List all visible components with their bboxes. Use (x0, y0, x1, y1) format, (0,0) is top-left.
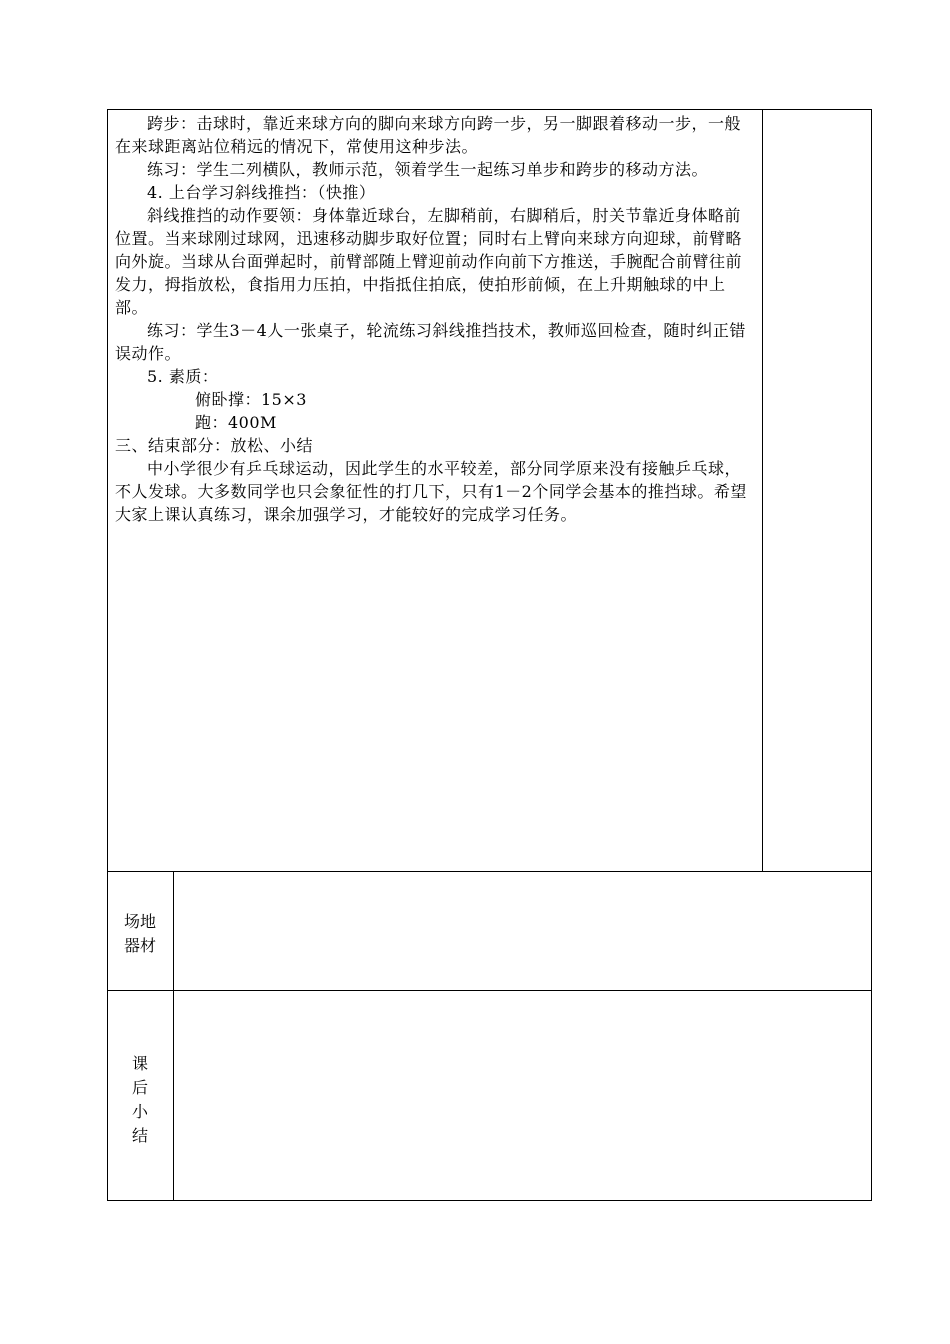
paragraph-stride-step: 跨步：击球时，靠近来球方向的脚向来球方向跨一步，另一脚跟着移动一步，一般在来球距离站位稍远的情况下，常使用这种步法。 (115, 114, 742, 156)
row-divider-venue (107, 871, 872, 872)
post-lesson-summary-cell (175, 992, 870, 1200)
label-column-divider (173, 871, 174, 1201)
venue-equipment-cell (175, 873, 870, 989)
venue-equipment-label (108, 910, 172, 958)
paragraph-practice-push: 练习：学生3－4人一张桌子，轮流练习斜线推挡技术，教师巡回检查，随时纠正错误动作。 (115, 321, 746, 363)
right-column-divider (762, 109, 763, 871)
summary-label-char1: 课 (131, 1054, 148, 1073)
paragraph-run: 跑：400M (195, 413, 277, 432)
paragraph-push-technique: 斜线推挡的动作要领：身体靠近球台，左脚稍前，右脚稍后，肘关节靠近身体略前位置。当来球刚过球网，迅速移动脚步取好位置；同时右上臂向来球方向迎球，前臂略向外旋。当球从台面弹起时，前臂部随上臂迎前动作向前下方推送，手腕配合前臂往前发力，拇指放松，食指用力压拍，中指抵住拍底，使拍形前倾，在上升期触球的中上部。 (115, 206, 743, 317)
row-divider-summary (107, 990, 872, 991)
paragraph-practice-footwork: 练习：学生二列横队，教师示范，领着学生一起练习单步和跨步的移动方法。 (147, 160, 709, 179)
venue-label-line1: 场地 (123, 912, 156, 931)
lesson-content (115, 112, 755, 526)
venue-label-line2: 器材 (123, 936, 156, 955)
paragraph-section-5-title: 5. 素质： (147, 367, 219, 386)
paragraph-pushups: 俯卧撑：15×3 (195, 390, 307, 409)
summary-label-char2: 后 (131, 1078, 148, 1097)
summary-label-char4: 结 (131, 1126, 148, 1145)
paragraph-ending-section: 三、结束部分：放松、小结 (115, 436, 314, 455)
paragraph-reflection: 中小学很少有乒乓球运动，因此学生的水平较差，部分同学原来没有接触乒乓球，不人发球。大多数同学也只会象征性的打几下，只有1－2个同学会基本的推挡球。希望大家上课认真练习，课余加强学习，才能较好的完成学习任务。 (115, 459, 747, 524)
summary-label-char3: 小 (131, 1102, 148, 1121)
post-lesson-summary-label (108, 1052, 172, 1148)
paragraph-section-4-title: 4. 上台学习斜线推挡：（快推） (147, 183, 376, 202)
